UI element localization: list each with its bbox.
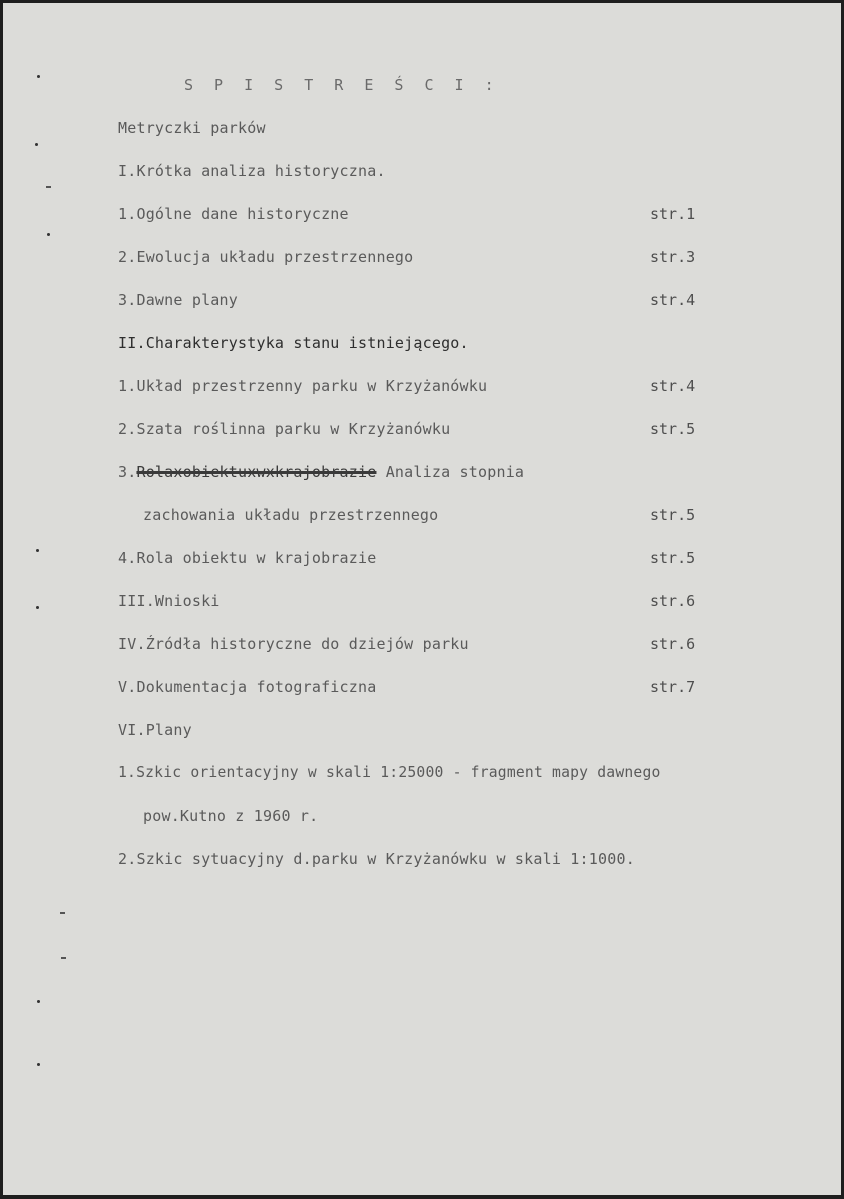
toc-page-number: str.6 [650,635,696,653]
document-page [3,3,841,1195]
margin-mark [37,75,40,78]
toc-page-number: str.1 [650,205,696,223]
margin-mark [35,143,38,146]
toc-page-number: str.5 [650,549,696,567]
margin-mark [37,1063,40,1066]
toc-entry [118,463,524,481]
toc-entry: VI.Plany [118,721,192,739]
toc-page-number: str.5 [650,420,696,438]
toc-entry: IV.Źródła historyczne do dziejów parku [118,635,469,653]
margin-mark [46,186,51,188]
toc-entry: 1.Układ przestrzenny parku w Krzyżanówku [118,377,488,395]
margin-mark [60,912,65,914]
toc-entry-suffix: Analiza stopnia [376,463,525,481]
struck-through-text: Rolaxobiektuxwxkrajobrazie [136,463,377,481]
toc-entry: III.Wnioski [118,592,220,610]
margin-mark [47,233,50,236]
toc-entry: 1.Szkic orientacyjny w skali 1:25000 - fragment mapy dawnego [118,764,661,781]
toc-entry: II.Charakterystyka stanu istniejącego. [118,334,469,352]
intro-line: Metryczki parków [118,119,266,137]
toc-entry: 1.Ogólne dane historyczne [118,205,349,223]
margin-mark [36,606,39,609]
toc-entry: 2.Ewolucja układu przestrzennego [118,248,414,266]
margin-mark [36,549,39,552]
toc-page-number: str.6 [650,592,696,610]
toc-entry-continuation: zachowania układu przestrzennego [143,506,439,524]
toc-entry: 2.Szkic sytuacyjny d.parku w Krzyżanówku w skali 1:1000. [118,850,635,868]
toc-page-number: str.3 [650,248,696,266]
toc-entry: 4.Rola obiektu w krajobrazie [118,549,377,567]
document-title: S P I S T R E Ś C I : [184,76,500,94]
toc-entry: 3.Dawne plany [118,291,238,309]
toc-entry-prefix: 3. [118,463,137,481]
toc-entry-continuation: pow.Kutno z 1960 r. [143,807,319,825]
margin-mark [37,1000,40,1003]
toc-page-number: str.4 [650,291,696,309]
toc-page-number: str.4 [650,377,696,395]
toc-entry: V.Dokumentacja fotograficzna [118,678,377,696]
toc-entry: I.Krótka analiza historyczna. [118,162,386,180]
margin-mark [61,957,66,959]
toc-page-number: str.7 [650,678,696,696]
toc-page-number: str.5 [650,506,696,524]
toc-entry: 2.Szata roślinna parku w Krzyżanówku [118,420,451,438]
